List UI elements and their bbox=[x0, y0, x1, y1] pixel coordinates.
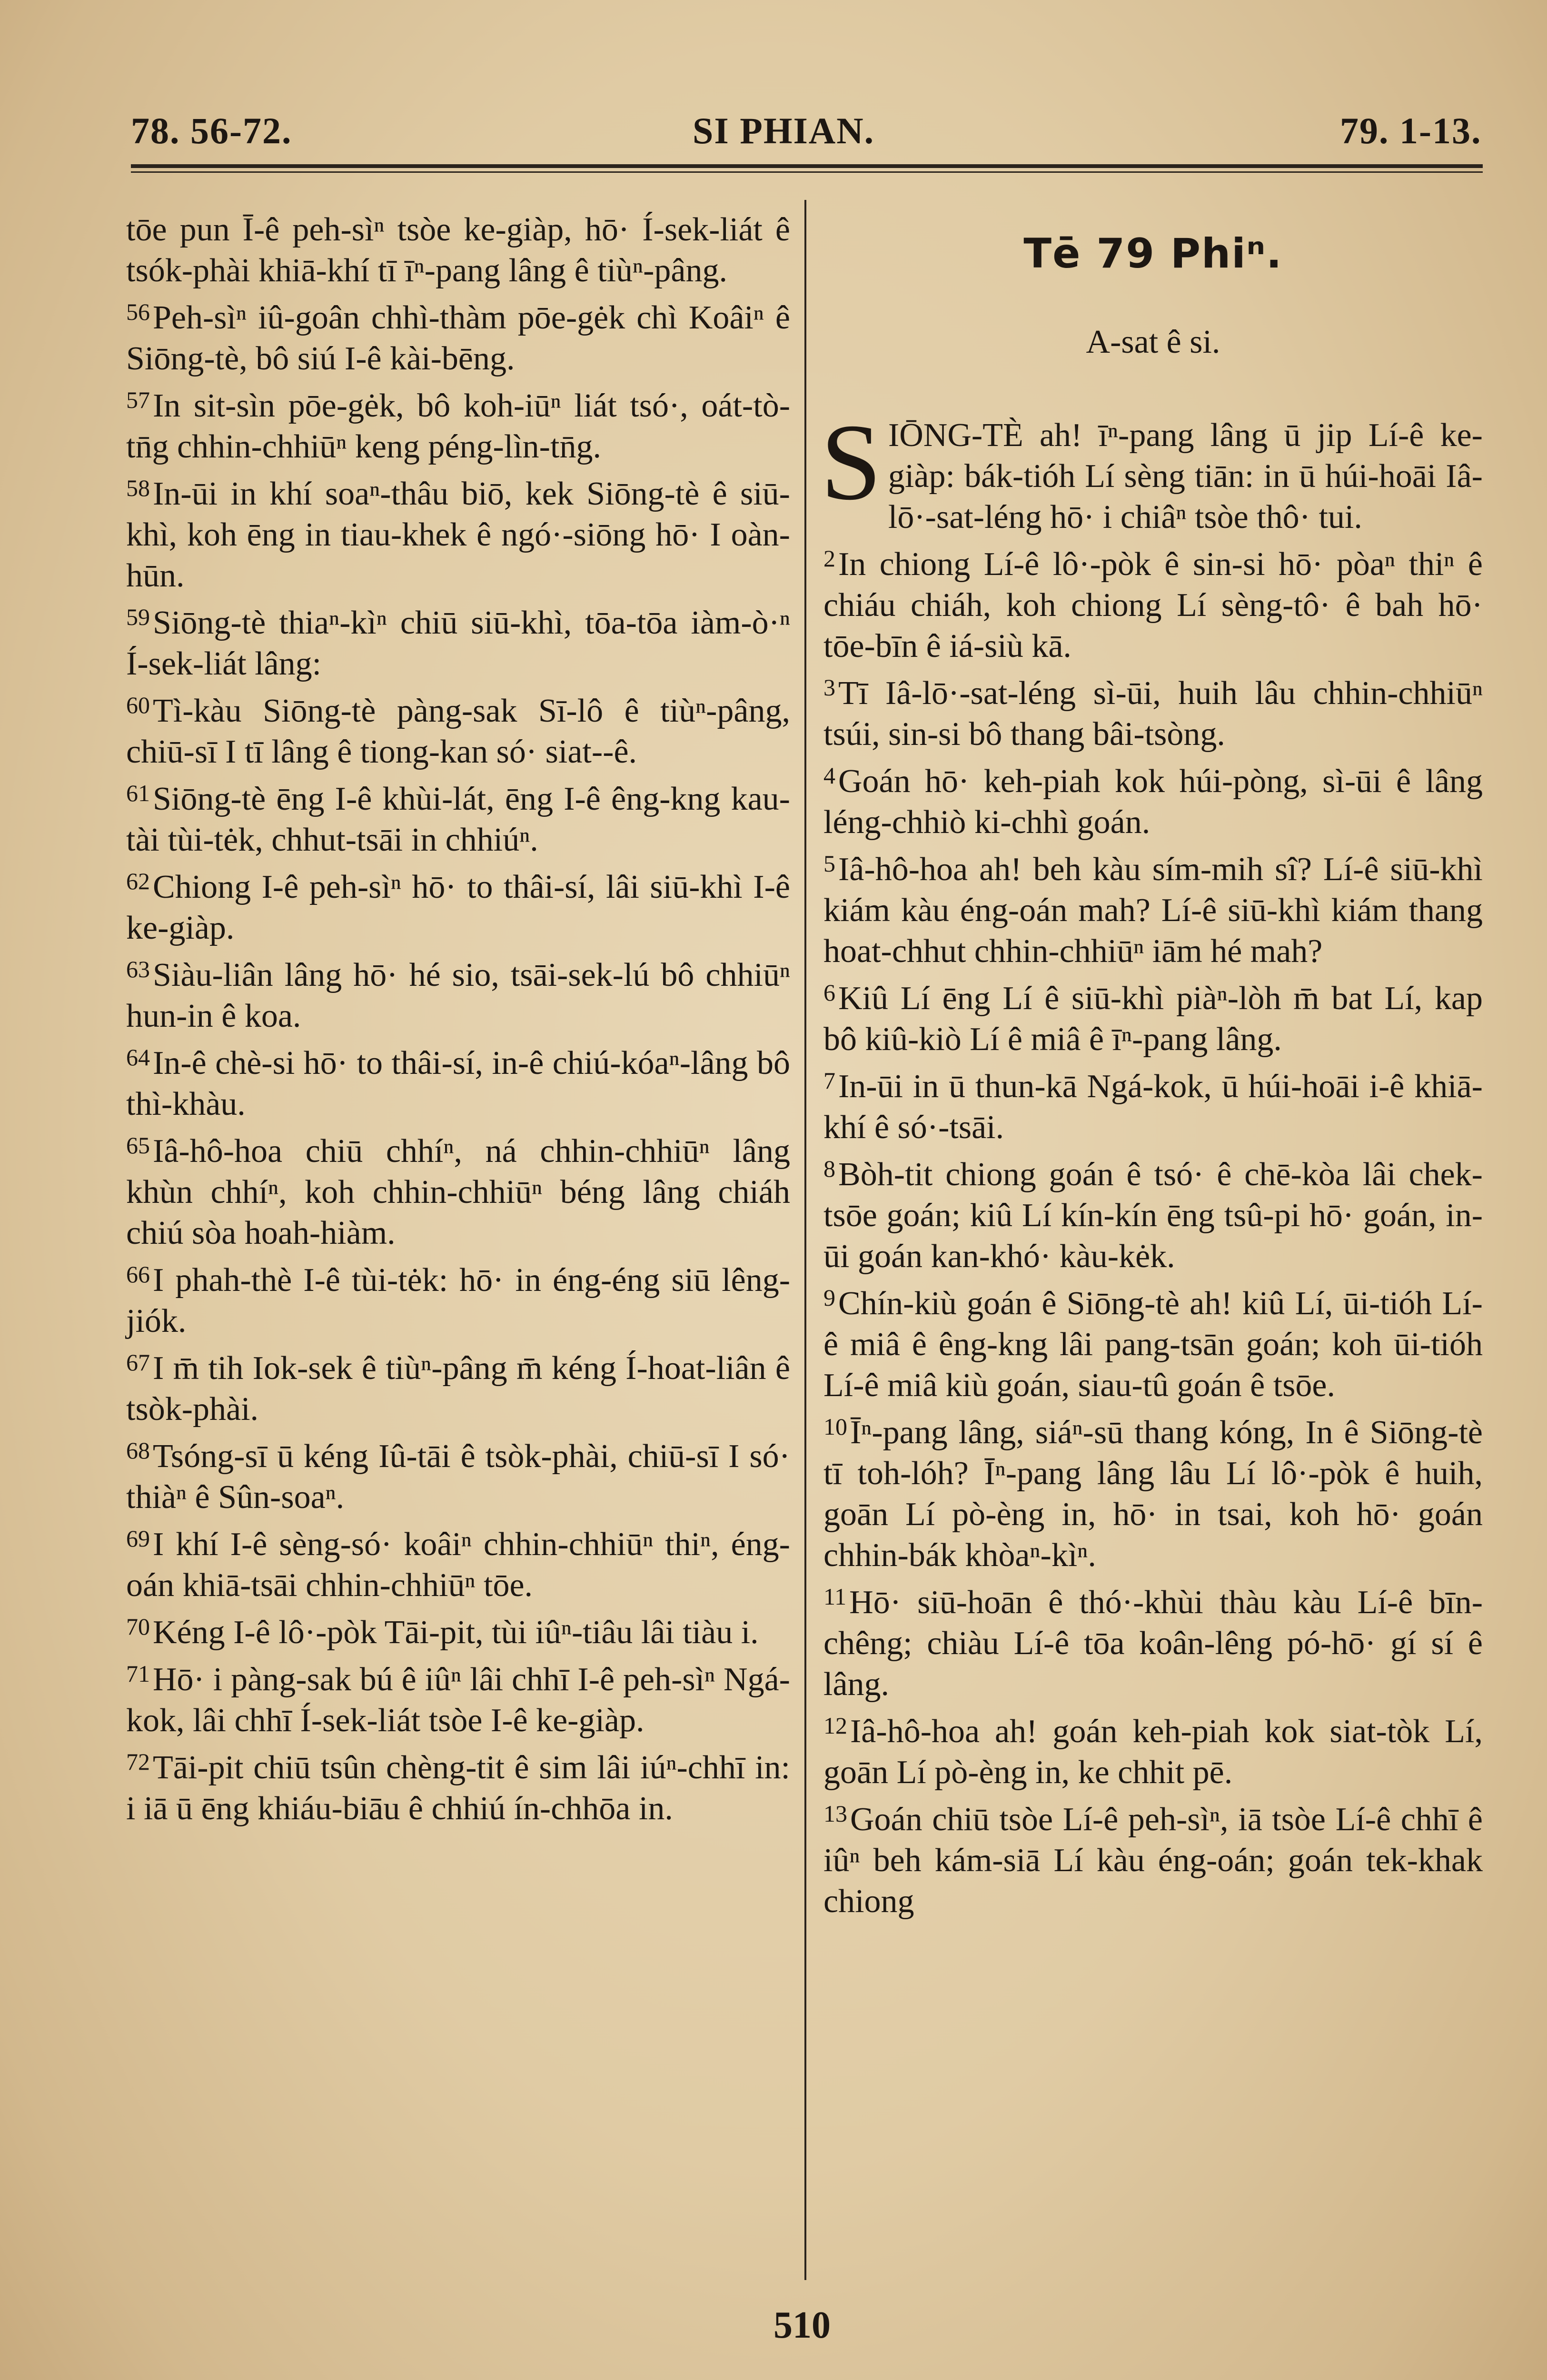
verse bbox=[126, 379, 790, 467]
drop-cap: S bbox=[821, 401, 882, 523]
verse-text: In chiong Lí-ê lô·-pòk ê sin-si hō· pòaⁿ thiⁿ ê chiáu chiáh, koh chiong Lí sèng-tô· ê bah hō· tōe-bīn ê iá-siù kā. bbox=[823, 546, 1483, 664]
verse-text: I khí I-ê sèng-só· koâiⁿ chhin-chhiūⁿ thiⁿ, éng-oán khiā-tsāi chhin-chhiūⁿ tōe. bbox=[126, 1526, 790, 1604]
verse-number: 8 bbox=[823, 1155, 835, 1182]
verse-text: Goán chiū tsòe Lí-ê peh-sìⁿ, iā tsòe Lí-ê chhī ê iûⁿ beh kám-siā Lí kàu éng-oán; goán tek-khak chiong bbox=[823, 1801, 1483, 1920]
verse-text: Iâ-hô-hoa chiū chhíⁿ, ná chhin-chhiūⁿ lâng khùn chhíⁿ, koh chhin-chhiūⁿ béng lâng chiáh chiú sòa hoah-hiàm. bbox=[126, 1133, 790, 1251]
verse bbox=[126, 1342, 790, 1430]
verse-text: In-ūi in ū thun-kā Ngá-kok, ū húi-hoāi i-ê khiā-khí ê só·-tsāi. bbox=[823, 1068, 1483, 1146]
verse-text: Kéng I-ê lô·-pòk Tāi-pit, tùi iûⁿ-tiâu lâi tiàu i. bbox=[153, 1614, 759, 1651]
verse bbox=[126, 291, 790, 379]
verse bbox=[823, 1705, 1483, 1793]
verse bbox=[823, 538, 1483, 667]
verse-number: 61 bbox=[126, 780, 150, 806]
verse-text: Goán hō· keh-piah kok húi-pòng, sì-ūi ê lâng léng-chhiò ki-chhì goán. bbox=[823, 763, 1483, 841]
verse-text: Siàu-liân lâng hō· hé sio, tsāi-sek-lú bô chhiūⁿ hun-in ê koa. bbox=[126, 957, 790, 1034]
verse-text: I m̄ tih Iok-sek ê tiùⁿ-pâng m̄ kéng Í-hoat-liân ê tsòk-phài. bbox=[126, 1350, 790, 1428]
verse bbox=[823, 972, 1483, 1060]
verse-number: 62 bbox=[126, 868, 150, 894]
verse-number: 3 bbox=[823, 674, 835, 701]
verse bbox=[126, 1518, 790, 1606]
verse bbox=[126, 467, 790, 596]
verse bbox=[126, 209, 790, 291]
verse-number: 2 bbox=[823, 545, 835, 572]
verse-number: 57 bbox=[126, 387, 150, 413]
header-rule bbox=[131, 164, 1483, 168]
verse bbox=[823, 843, 1483, 972]
verse bbox=[126, 861, 790, 949]
verse-text: Kiû Lí ēng Lí ê siū-khì piàⁿ-lòh m̄ bat Lí, kap bô kiû-kiò Lí ê miâ ê īⁿ-pang lâng. bbox=[823, 980, 1483, 1058]
verse bbox=[126, 773, 790, 861]
verse-number: 72 bbox=[126, 1748, 150, 1775]
verse-text: Siōng-tè thiaⁿ-kìⁿ chiū siū-khì, tōa-tōa iàm-ò·ⁿ Í-sek-liát lâng: bbox=[126, 605, 790, 682]
verse bbox=[821, 401, 1483, 538]
header-right-reference: 79. 1-13. bbox=[1340, 110, 1482, 151]
verse-text: Iâ-hô-hoa ah! beh kàu sím-mih sî? Lí-ê siū-khì kiám kàu éng-oán mah? Lí-ê siū-khì kiám thang hoat-chhut chhin-chhiūⁿ iām hé mah? bbox=[823, 851, 1483, 970]
verse-number: 68 bbox=[126, 1437, 150, 1464]
header-left-reference: 78. 56-72. bbox=[131, 110, 292, 151]
verse bbox=[126, 596, 790, 684]
verse-number: 9 bbox=[823, 1284, 835, 1311]
verse-number: 65 bbox=[126, 1132, 150, 1159]
verse-number: 71 bbox=[126, 1660, 150, 1687]
verse-text: Tāi-pit chiū tsûn chèng-tit ê sim lâi iúⁿ-chhī in: i iā ū ēng khiáu-biāu ê chhiú ín-chhōa in. bbox=[126, 1749, 790, 1827]
verse bbox=[126, 1254, 790, 1342]
verse-text: Siōng-tè ēng I-ê khùi-lát, ēng I-ê êng-kng kau-tài tùi-tėk, chhut-tsāi in chhiúⁿ. bbox=[126, 781, 790, 858]
verse bbox=[126, 1430, 790, 1518]
verse bbox=[823, 1576, 1483, 1705]
verse-number: 70 bbox=[126, 1613, 150, 1640]
verse bbox=[126, 1125, 790, 1254]
verse-text: Hō· i pàng-sak bú ê iûⁿ lâi chhī I-ê peh-sìⁿ Ngá-kok, lâi chhī Í-sek-liát tsòe I-ê ke-giàp. bbox=[126, 1661, 790, 1739]
verse bbox=[126, 949, 790, 1037]
verse-number: 7 bbox=[823, 1067, 835, 1094]
verse bbox=[823, 755, 1483, 843]
header-book-title: SI PHIAN. bbox=[693, 110, 875, 151]
header-rule-thin bbox=[131, 171, 1483, 173]
verse-number: 56 bbox=[126, 298, 150, 325]
chapter-title: Tē 79 Phiⁿ. bbox=[1023, 230, 1283, 278]
verse-number: 67 bbox=[126, 1349, 150, 1376]
right-column bbox=[823, 214, 1483, 1922]
verse-text: Tì-kàu Siōng-tè pàng-sak Sī-lô ê tiùⁿ-pâng, chiū-sī I tī lâng ê tiong-kan só· siat--ê. bbox=[126, 693, 790, 770]
verse-text: Bòh-tit chiong goán ê tsó· ê chē-kòa lâi chek-tsōe goán; kiû Lí kín-kín ēng tsû-pi hō· goán, in-ūi goán kan-khó· kàu-kėk. bbox=[823, 1156, 1483, 1275]
left-column bbox=[126, 209, 790, 1829]
verse bbox=[823, 1060, 1483, 1148]
verse-text: In-ūi in khí soaⁿ-thâu biō, kek Siōng-tè ê siū-khì, koh ēng in tiau-khek ê ngó·-siōng hō· I oàn-hūn. bbox=[126, 476, 790, 594]
verse bbox=[823, 1277, 1483, 1406]
verse bbox=[126, 1741, 790, 1829]
verse-number: 10 bbox=[823, 1413, 847, 1440]
verse-number: 58 bbox=[126, 475, 150, 501]
verse-number: 12 bbox=[823, 1712, 847, 1739]
verse-number: 59 bbox=[126, 604, 150, 630]
verse-text: Chín-kiù goán ê Siōng-tè ah! kiû Lí, ūi-tióh Lí-ê miâ ê êng-kng lâi pang-tsān goán; koh ūi-tióh Lí-ê miâ kiù goán, siau-tû goán ê tsōe. bbox=[823, 1285, 1483, 1404]
verse-text: Tī Iâ-lō·-sat-léng sì-ūi, huih lâu chhin-chhiūⁿ tsúi, sin-si bô thang bâi-tsòng. bbox=[823, 675, 1483, 753]
verse-text: tōe pun Ī-ê peh-sìⁿ tsòe ke-giàp, hō· Í-sek-liát ê tsók-phài khiā-khí tī īⁿ-pang lâng ê tiùⁿ-pâng. bbox=[126, 211, 790, 289]
verse-number: 60 bbox=[126, 692, 150, 718]
verse-text: Hō· siū-hoān ê thó·-khùi thàu kàu Lí-ê bīn-chêng; chiàu Lí-ê tōa koân-lêng pó-hō· gí sí ê lâng. bbox=[823, 1584, 1483, 1703]
page-number: 510 bbox=[774, 2304, 831, 2346]
verse-text: IŌNG-TÈ ah! īⁿ-pang lâng ū jip Lí-ê ke-giàp: bák-tióh Lí sèng tiān: in ū húi-hoāi Iâ-lō·-sat-léng hō· i chiâⁿ tsòe thô· tui. bbox=[888, 417, 1483, 536]
verse-text: Peh-sìⁿ iû-goân chhì-thàm pōe-gėk chì Koâiⁿ ê Siōng-tè, bô siú I-ê kài-bēng. bbox=[126, 299, 790, 377]
verse-text: Iâ-hô-hoa ah! goán keh-piah kok siat-tòk Lí, goān Lí pò-èng in, ke chhit pē. bbox=[823, 1713, 1483, 1791]
verse-number: 13 bbox=[823, 1800, 847, 1827]
verse bbox=[126, 684, 790, 773]
verse-text: In sit-sìn pōe-gėk, bô koh-iūⁿ liát tsó·, oát-tò-tn̄g chhin-chhiūⁿ keng péng-lìn-tn̄g. bbox=[126, 387, 790, 465]
verse-text: Tsóng-sī ū kéng Iû-tāi ê tsòk-phài, chiū-sī I só· thiàⁿ ê Sûn-soaⁿ. bbox=[126, 1438, 790, 1516]
verse-number: 64 bbox=[126, 1044, 150, 1071]
verse-text: Īⁿ-pang lâng, siáⁿ-sū thang kóng, In ê Siōng-tè tī toh-lóh? Īⁿ-pang lâng lâu Lí lô·-pòk ê huih, goān Lí pò-èng in, hō· in tsai, koh hō· goán chhin-bák khòaⁿ-kìⁿ. bbox=[823, 1414, 1483, 1574]
verse-text: Chiong I-ê peh-sìⁿ hō· to thâi-sí, lâi siū-khì I-ê ke-giàp. bbox=[126, 869, 790, 946]
verse-number: 6 bbox=[823, 979, 835, 1006]
verse bbox=[126, 1606, 790, 1653]
verse-number: 11 bbox=[823, 1583, 847, 1610]
verse bbox=[126, 1653, 790, 1741]
verse-number: 69 bbox=[126, 1525, 150, 1552]
verse-number: 4 bbox=[823, 762, 835, 789]
verse-number: 63 bbox=[126, 956, 150, 982]
verse bbox=[823, 1793, 1483, 1922]
column-divider bbox=[804, 200, 806, 2280]
verse-text: In-ê chè-si hō· to thâi-sí, in-ê chiú-kóaⁿ-lâng bô thì-khàu. bbox=[126, 1045, 790, 1122]
verse-text: I phah-thè I-ê tùi-tėk: hō· in éng-éng siū lêng-jiók. bbox=[126, 1262, 790, 1339]
verse bbox=[823, 1406, 1483, 1576]
verse bbox=[823, 1148, 1483, 1277]
verse-number: 5 bbox=[823, 850, 835, 877]
verse bbox=[126, 1037, 790, 1125]
verse-number: 66 bbox=[126, 1261, 150, 1288]
psalm-subtitle: A-sat ê si. bbox=[1086, 324, 1220, 360]
verse bbox=[823, 667, 1483, 755]
